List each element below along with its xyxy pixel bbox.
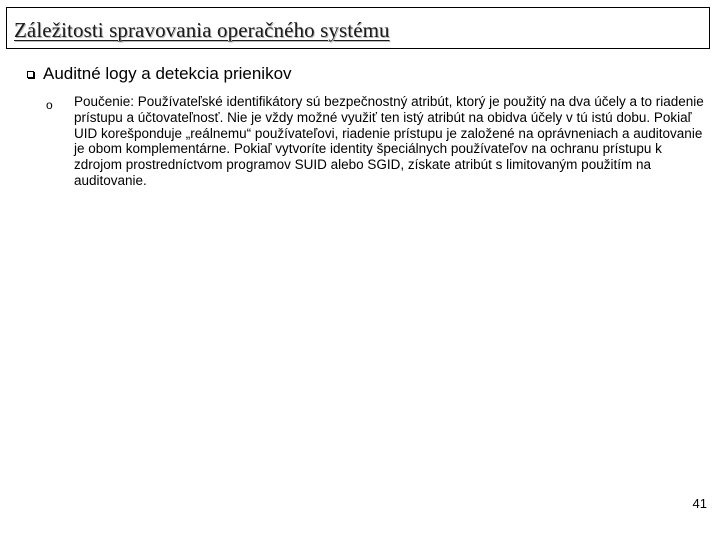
section-heading: Auditné logy a detekcia prienikov <box>43 64 292 83</box>
hollow-square-bullet-icon <box>27 71 34 78</box>
title-box <box>6 7 710 49</box>
slide-title: Záležitosti spravovania operačného systému <box>14 18 390 42</box>
body-paragraph: Poučenie: Používateľské identifikátory sú bezpečnostný atribút, ktorý je použitý na dva účely a to riadenie prístupu a účtovateľnosť. Nie je vždy možné využiť ten istý atribút na obidva účely v tú istú dobu. Pokiaľ UID korešponduje „reálnemu“ používateľovi, riadenie prístupu je založené na oprávneniach a auditovanie je obom komplementárne. Pokiaľ vytvoríte identity špeciálnych používateľov na ochranu prístupu k zdrojom prostredníctvom programov SUID alebo SGID, získate atribút s limitovaným použitím na auditovanie. <box>74 94 704 188</box>
page-number: 41 <box>692 496 707 511</box>
hollow-circle-bullet-icon: o <box>46 98 53 112</box>
